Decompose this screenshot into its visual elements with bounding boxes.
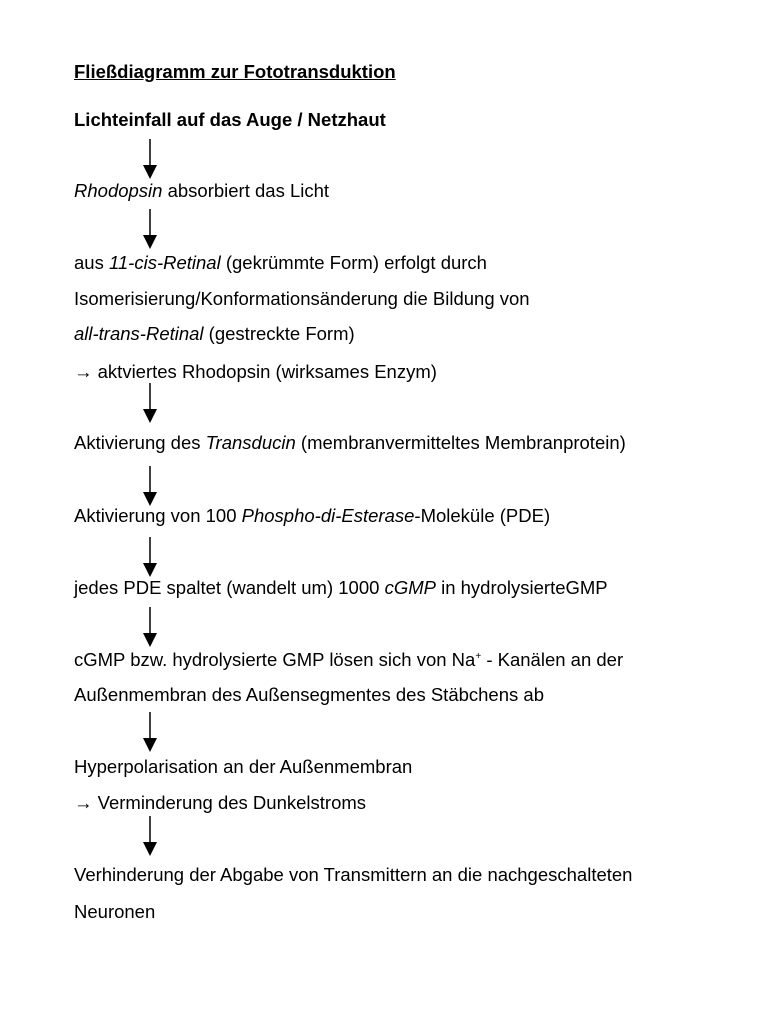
step-pde-italic: Phospho-di-Esterase: [241, 505, 415, 526]
step-cgmp-rest: in hydrolysierteGMP: [435, 577, 608, 598]
down-arrow-icon: [141, 537, 159, 577]
step-channels-pre: cGMP bzw. hydrolysierte GMP lösen sich von Na: [74, 649, 476, 670]
step-retinal-line2: Isomerisierung/Konformationsänderung die Bildung von: [74, 288, 530, 309]
step-rhodopsin-text: absorbiert das Licht: [162, 180, 330, 201]
step-retinal-line1: [74, 251, 487, 275]
down-arrow-icon: [141, 712, 159, 752]
step-retinal-pre: aus: [74, 252, 109, 273]
step-hyperpol-line2: → Verminderung des Dunkelstroms: [74, 792, 367, 813]
step-transducin: [74, 431, 626, 455]
step-cgmp: [74, 576, 608, 600]
step-transducin-italic: Transducin: [205, 432, 296, 453]
step-pde-pre: Aktivierung von 100: [74, 505, 242, 526]
step-channels-line1: [74, 648, 623, 672]
step-rhodopsin-italic: Rhodopsin: [74, 180, 163, 201]
step-cgmp-pre: jedes PDE spaltet (wandelt um) 1000: [74, 577, 385, 598]
flow-heading: Lichteinfall auf das Auge / Netzhaut: [74, 109, 386, 130]
down-arrow-icon: [141, 466, 159, 506]
step-transducin-rest: (membranvermitteltes Membranprotein): [295, 432, 626, 453]
step-retinal-line4: → aktviertes Rhodopsin (wirksames Enzym): [74, 361, 437, 382]
step-retinal-line3-italic: all-trans-Retinal: [74, 323, 204, 344]
step-hyperpol-line1: Hyperpolarisation an der Außenmembran: [74, 756, 413, 777]
step-channels-sup: +: [475, 651, 482, 662]
step-pde: [74, 504, 550, 528]
step-retinal-italic: 11-cis-Retinal: [108, 252, 221, 273]
down-arrow-icon: [141, 383, 159, 423]
step-pde-rest: -Moleküle (PDE): [414, 505, 551, 526]
step-channels-line2: Außenmembran des Außensegmentes des Stäbchens ab: [74, 684, 544, 705]
step-cgmp-italic: cGMP: [384, 577, 436, 598]
step-retinal-line3-rest: (gestreckte Form): [203, 323, 355, 344]
step-rhodopsin: [74, 179, 329, 203]
document-title: Fließdiagramm zur Fototransduktion: [74, 61, 396, 82]
step-transducin-pre: Aktivierung des: [74, 432, 206, 453]
step-retinal-rest: (gekrümmte Form) erfolgt durch: [220, 252, 487, 273]
step-final-line1: Verhinderung der Abgabe von Transmittern an die nachgeschalteten: [74, 864, 633, 885]
step-channels-rest: - Kanälen an der: [481, 649, 624, 670]
down-arrow-icon: [141, 607, 159, 647]
down-arrow-icon: [141, 816, 159, 856]
down-arrow-icon: [141, 139, 159, 179]
step-retinal-line3: [74, 322, 355, 346]
step-final-line2: Neuronen: [74, 901, 156, 922]
down-arrow-icon: [141, 209, 159, 249]
